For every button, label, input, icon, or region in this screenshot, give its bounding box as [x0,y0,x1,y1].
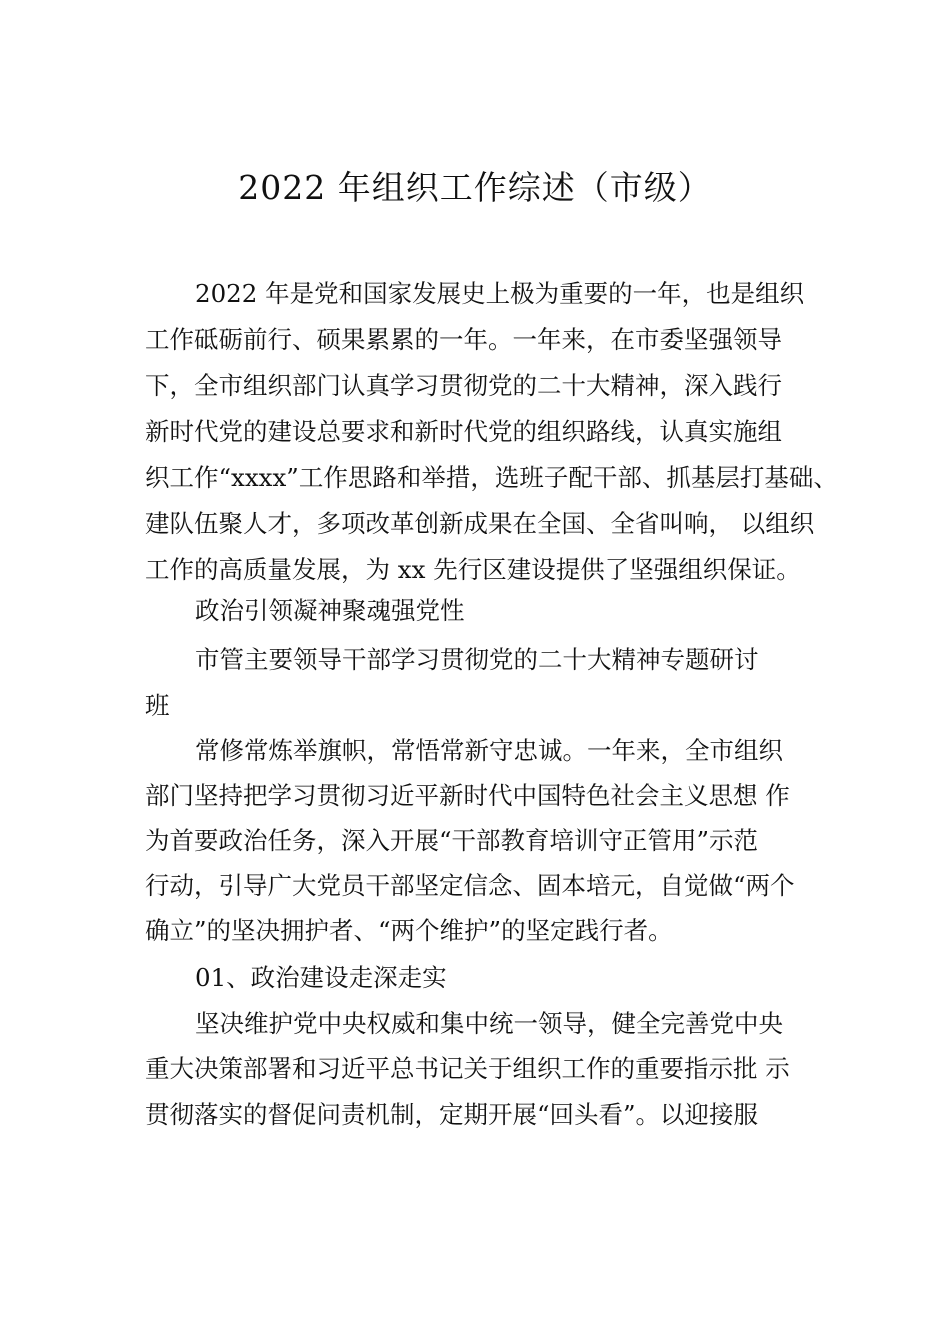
body-line: 建队伍聚人才，多项改革创新成果在全国、全省叫响， 以组织 [145,509,815,538]
body-line: 坚决维护党中央权威和集中统一领导，健全完善党中央 [195,1009,783,1038]
body-line: 2022 年是党和国家发展史上极为重要的一年，也是组织 [195,279,805,308]
body-line: 重大决策部署和习近平总书记关于组织工作的重要指示批 示 [145,1054,790,1083]
body-line: 常修常炼举旗帜，常悟常新守忠诚。一年来，全市组织 [195,736,783,765]
body-line: 部门坚持把学习贯彻习近平新时代中国特色社会主义思想 作 [145,781,790,810]
body-line: 织工作“xxxx”工作思路和举措，选班子配干部、抓基层打基础、 [145,463,838,492]
body-line: 为首要政治任务，深入开展“干部教育培训守正管用”示范 [145,826,759,855]
body-line: 下，全市组织部门认真学习贯彻党的二十大精神，深入践行 [145,371,782,400]
numbered-heading: 01、政治建设走深走实 [195,963,447,992]
body-line: 贯彻落实的督促问责机制，定期开展“回头看”。以迎接服 [145,1100,759,1129]
body-line: 行动，引导广大党员干部坚定信念、固本培元，自觉做“两个 [145,871,795,900]
body-line: 工作砥砺前行、硕果累累的一年。一年来，在市委坚强领导 [145,325,782,354]
subsection-heading-continued: 班 [145,691,170,720]
section-heading: 政治引领凝神聚魂强党性 [195,596,465,625]
body-line: 工作的高质量发展，为 xx 先行区建设提供了坚强组织保证。 [145,555,801,584]
body-line: 新时代党的建设总要求和新时代党的组织路线，认真实施组 [145,417,782,446]
subsection-heading: 市管主要领导干部学习贯彻党的二十大精神专题研讨 [195,645,759,674]
document-title: 2022 年组织工作综述（市级） [238,168,712,207]
body-line: 确立”的坚决拥护者、“两个维护”的坚定践行者。 [145,916,673,945]
